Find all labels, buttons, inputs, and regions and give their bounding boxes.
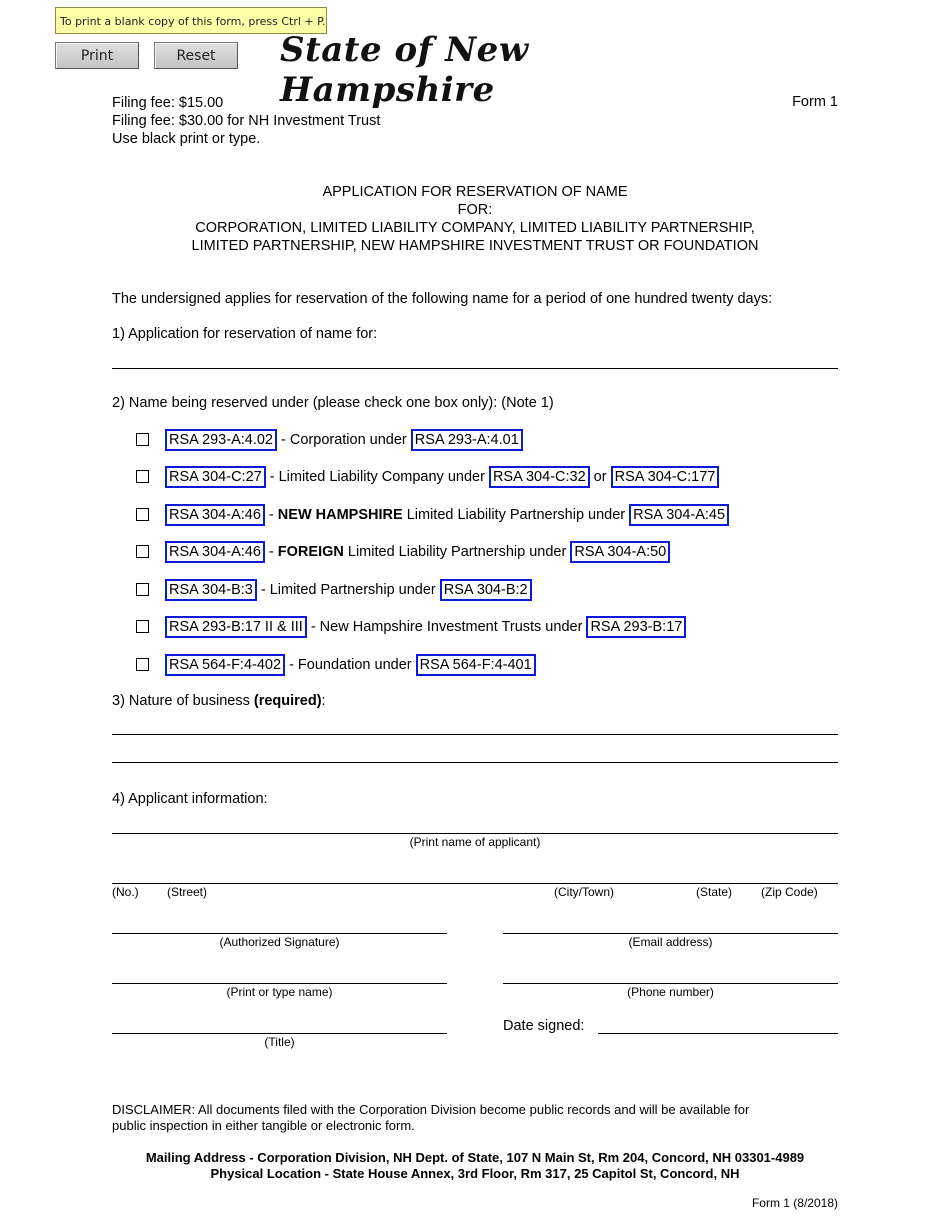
mailing-address: Mailing Address - Corporation Division, NH Dept. of State, 107 N Main St, Rm 204, Concord, NH 03301-4989 Physical Location - State House Annex, 3rd Floor, Rm 317, 25 Capitol St, Concord, NH xyxy=(145,1150,805,1181)
checkbox-foreign-llp[interactable] xyxy=(136,545,149,558)
filing-fee-standard: Filing fee: $15.00 xyxy=(112,95,224,111)
option-foreign-llp: RSA 304-A:46 - FOREIGN Limited Liability Partnership under RSA 304-A:50 xyxy=(165,541,670,563)
section2-label: 2) Name being reserved under (please check one box only): (Note 1) xyxy=(112,395,554,411)
date-signed-label: Date signed: xyxy=(503,1018,585,1034)
phone-input[interactable] xyxy=(503,983,838,984)
print-instructions: Use black print or type. xyxy=(112,131,261,147)
option-nh-llp: RSA 304-A:46 - NEW HAMPSHIRE Limited Liability Partnership under RSA 304-A:45 xyxy=(165,504,729,526)
email-input[interactable] xyxy=(503,933,838,934)
option-investment-trust: RSA 293-B:17 II & III - New Hampshire Investment Trusts under RSA 293-B:17 xyxy=(165,616,686,638)
option-llc: RSA 304-C:27 - Limited Liability Company under RSA 304-C:32 or RSA 304-C:177 xyxy=(165,466,719,488)
checkbox-llc[interactable] xyxy=(136,470,149,483)
business-nature-input-line1[interactable] xyxy=(112,734,838,735)
option-foundation: RSA 564-F:4-402 - Foundation under RSA 564-F:4-401 xyxy=(165,654,536,676)
form-title-line4: LIMITED PARTNERSHIP, NEW HAMPSHIRE INVESTMENT TRUST OR FOUNDATION xyxy=(191,238,759,254)
link-rsa-304-a-50[interactable]: RSA 304-A:50 xyxy=(570,541,670,563)
print-name-input[interactable] xyxy=(112,983,447,984)
address-city-caption: (City/Town) xyxy=(554,885,615,899)
filing-fee-trust: Filing fee: $30.00 for NH Investment Trust xyxy=(112,113,381,129)
print-tooltip: To print a blank copy of this form, press Ctrl + P. xyxy=(55,7,327,34)
form-title-line3: CORPORATION, LIMITED LIABILITY COMPANY, LIMITED LIABILITY PARTNERSHIP, xyxy=(195,220,755,236)
link-rsa-564-f-4-402[interactable]: RSA 564-F:4-402 xyxy=(165,654,285,676)
link-rsa-564-f-4-401[interactable]: RSA 564-F:4-401 xyxy=(416,654,536,676)
applicant-name-input[interactable] xyxy=(112,833,838,834)
reset-button[interactable]: Reset xyxy=(154,42,238,69)
section3-label: 3) Nature of business (required): xyxy=(112,693,326,709)
signature-input[interactable] xyxy=(112,933,447,934)
print-name-caption: (Print or type name) xyxy=(226,985,333,999)
address-input[interactable] xyxy=(112,883,838,884)
link-rsa-304-b-2[interactable]: RSA 304-B:2 xyxy=(440,579,532,601)
link-rsa-293-a-4-02[interactable]: RSA 293-A:4.02 xyxy=(165,429,277,451)
form-version: Form 1 (8/2018) xyxy=(751,1196,838,1210)
link-rsa-304-a-46[interactable]: RSA 304-A:46 xyxy=(165,504,265,526)
address-no-caption: (No.) xyxy=(112,885,139,899)
email-caption: (Email address) xyxy=(628,935,713,949)
section4-label: 4) Applicant information: xyxy=(112,791,268,807)
link-rsa-293-a-4-01[interactable]: RSA 293-A:4.01 xyxy=(411,429,523,451)
state-title: State of New Hampshire xyxy=(280,30,529,110)
applicant-name-caption: (Print name of applicant) xyxy=(409,835,541,849)
option-lp: RSA 304-B:3 - Limited Partnership under RSA 304-B:2 xyxy=(165,579,532,601)
intro-text: The undersigned applies for reservation of the following name for a period of one hundred twenty days: xyxy=(112,291,773,307)
print-button[interactable]: Print xyxy=(55,42,139,69)
phone-caption: (Phone number) xyxy=(627,985,714,999)
checkbox-investment-trust[interactable] xyxy=(136,620,149,633)
filing-fee-info xyxy=(112,94,380,148)
checkbox-lp[interactable] xyxy=(136,583,149,596)
date-signed-input[interactable] xyxy=(598,1033,838,1034)
form-title-line2: FOR: xyxy=(457,202,493,218)
address-zip-caption: (Zip Code) xyxy=(761,885,818,899)
checkbox-nh-llp[interactable] xyxy=(136,508,149,521)
form-label: Form 1 xyxy=(792,94,838,110)
title-caption: (Title) xyxy=(264,1035,295,1049)
link-rsa-304-a-46-foreign[interactable]: RSA 304-A:46 xyxy=(165,541,265,563)
form-title-line1: APPLICATION FOR RESERVATION OF NAME xyxy=(322,184,628,200)
link-rsa-293-b-17-ii-iii[interactable]: RSA 293-B:17 II & III xyxy=(165,616,307,638)
reserved-name-input[interactable] xyxy=(112,368,838,369)
link-rsa-304-c-177[interactable]: RSA 304-C:177 xyxy=(611,466,720,488)
option-corporation: RSA 293-A:4.02 - Corporation under RSA 293-A:4.01 xyxy=(165,429,523,451)
form-title xyxy=(0,183,950,255)
disclaimer: DISCLAIMER: All documents filed with the Corporation Division become public records and will be available for public inspection in either tangible or electronic form. xyxy=(112,1102,750,1133)
section1-label: 1) Application for reservation of name for: xyxy=(112,326,378,342)
checkbox-foundation[interactable] xyxy=(136,658,149,671)
business-nature-input-line2[interactable] xyxy=(112,762,838,763)
link-rsa-304-c-27[interactable]: RSA 304-C:27 xyxy=(165,466,266,488)
checkbox-corporation[interactable] xyxy=(136,433,149,446)
address-state-caption: (State) xyxy=(696,885,733,899)
link-rsa-304-c-32[interactable]: RSA 304-C:32 xyxy=(489,466,590,488)
title-input[interactable] xyxy=(112,1033,447,1034)
address-street-caption: (Street) xyxy=(167,885,208,899)
link-rsa-304-a-45[interactable]: RSA 304-A:45 xyxy=(629,504,729,526)
link-rsa-304-b-3[interactable]: RSA 304-B:3 xyxy=(165,579,257,601)
signature-caption: (Authorized Signature) xyxy=(219,935,340,949)
link-rsa-293-b-17[interactable]: RSA 293-B:17 xyxy=(586,616,686,638)
